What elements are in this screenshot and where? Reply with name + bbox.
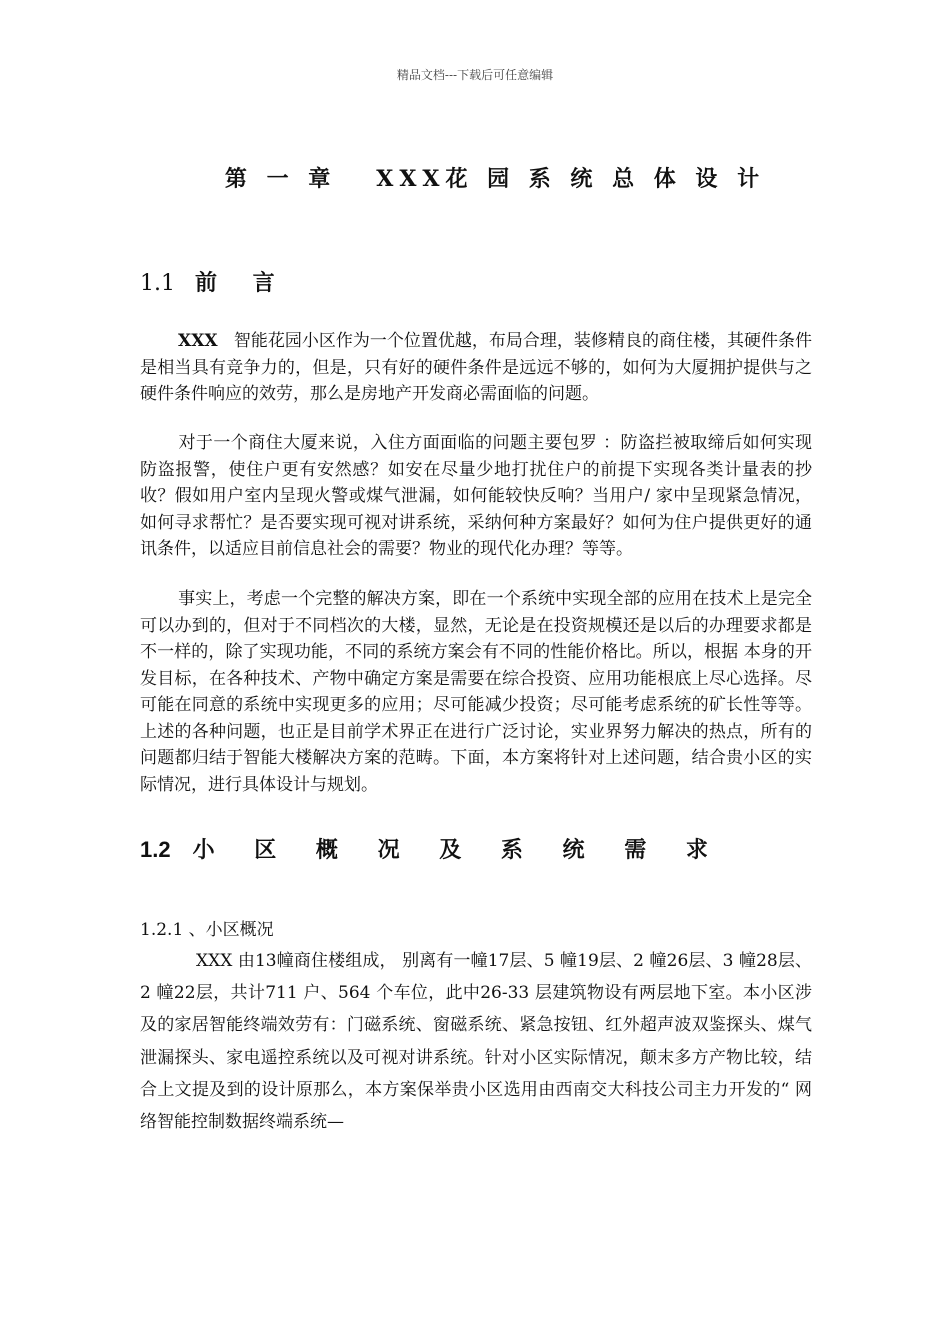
section-heading-1-1 xyxy=(140,266,289,297)
section-heading-1-2 xyxy=(140,833,724,864)
section-number: 1.2 xyxy=(140,837,171,862)
paragraph-problems xyxy=(140,430,812,563)
chapter-title-text: XXX花 园 系 统 总 体 设 计 xyxy=(376,166,766,192)
paragraph-intro xyxy=(140,328,812,408)
section-number: 1.1 xyxy=(140,271,175,296)
paragraph-text: 事实上，考虑一个完整的解决方案，即在一个系统中实现全部的应用在技术上是完全可以办到的，但对于不同档次的大楼，显然，无论是在投资规模还是以后的办理要求都是不一样的，除了实现功能，不同的系统方案会有不同的性能价格比。所以，根据 本身的开发目标，在各种技术、产物中确定方案是需要在综合投资、应用功能根底上尽心选择。尽可能在同意的系统中实现更多的应用；尽可能减少投资；尽可能考虑系统的矿长性等等。上述的各种问题，也正是目前学术界正在进行广泛讨论，实业界努力解决的热点，所有的问题都归结于智能大楼解决方案的范畴。下面，本方案将针对上述问题，结合贵小区的实际情况，进行具体设计与规划。 xyxy=(140,589,812,795)
paragraph-text: 对于一个商住大厦来说，入住方面面临的问题主要包罗 ：防盗拦被取缔后如何实现防盗报警，使住户更有安然感？如安在尽量少地打扰住户的前提下实现各类计量表的抄收？假如用户室内呈现火警或煤气泄漏，如何能较快反响？当用户/ 家中呈现紧急情况，如何寻求帮忙？是否要实现可视对讲系统，采纳何种方案最好？如何为住户提供更好的通讯条件，以适应目前信息社会的需要？物业的现代化办理？等等。 xyxy=(140,433,812,559)
subsection-number: 1.2.1 xyxy=(140,920,184,940)
paragraph-solution xyxy=(140,586,812,798)
paragraph-community-overview xyxy=(140,945,812,1138)
page-header-note: 精品文档---下载后可任意编辑 xyxy=(396,68,554,82)
section-title: 前 言 xyxy=(195,270,289,296)
chapter-title xyxy=(0,162,950,193)
section-title: 小 区 概 况 及 系 统 需 求 xyxy=(192,837,724,863)
paragraph-text: 智能花园小区作为一个位置优越，布局合理，装修精良的商住楼，其硬件条件是相当具有竞争力的，但是，只有好的硬件条件是远远不够的，如何为大厦拥护提供与之硬件条件响应的效劳，那么是房地产开发商必需面临的问题。 xyxy=(140,331,812,404)
subsection-title: 、小区概况 xyxy=(188,920,274,940)
paragraph-text: XXX 由13幢商住楼组成， 别离有一幢17层、5 幢19层、2 幢26层、3 幢28层、2 幢22层，共计711 户、564 个车位，此中26-33 层建筑物设有两层地下室。本小区涉及的家居智能终端效劳有：门磁系统、窗磁系统、紧急按钮、红外超声波双鉴探头、煤气泄漏探头、家电遥控系统以及可视对讲系统。针对小区实际情况，颠末多方产物比较，结合上文提及到的设计原那么，本方案保举贵小区选用由西南交大科技公司主力开发的“ 网络智能控制数据终端系统— xyxy=(140,951,812,1133)
project-name: XXX xyxy=(178,331,218,351)
subsection-heading-1-2-1 xyxy=(140,915,274,940)
chapter-number: 第 一 章 xyxy=(224,166,337,192)
